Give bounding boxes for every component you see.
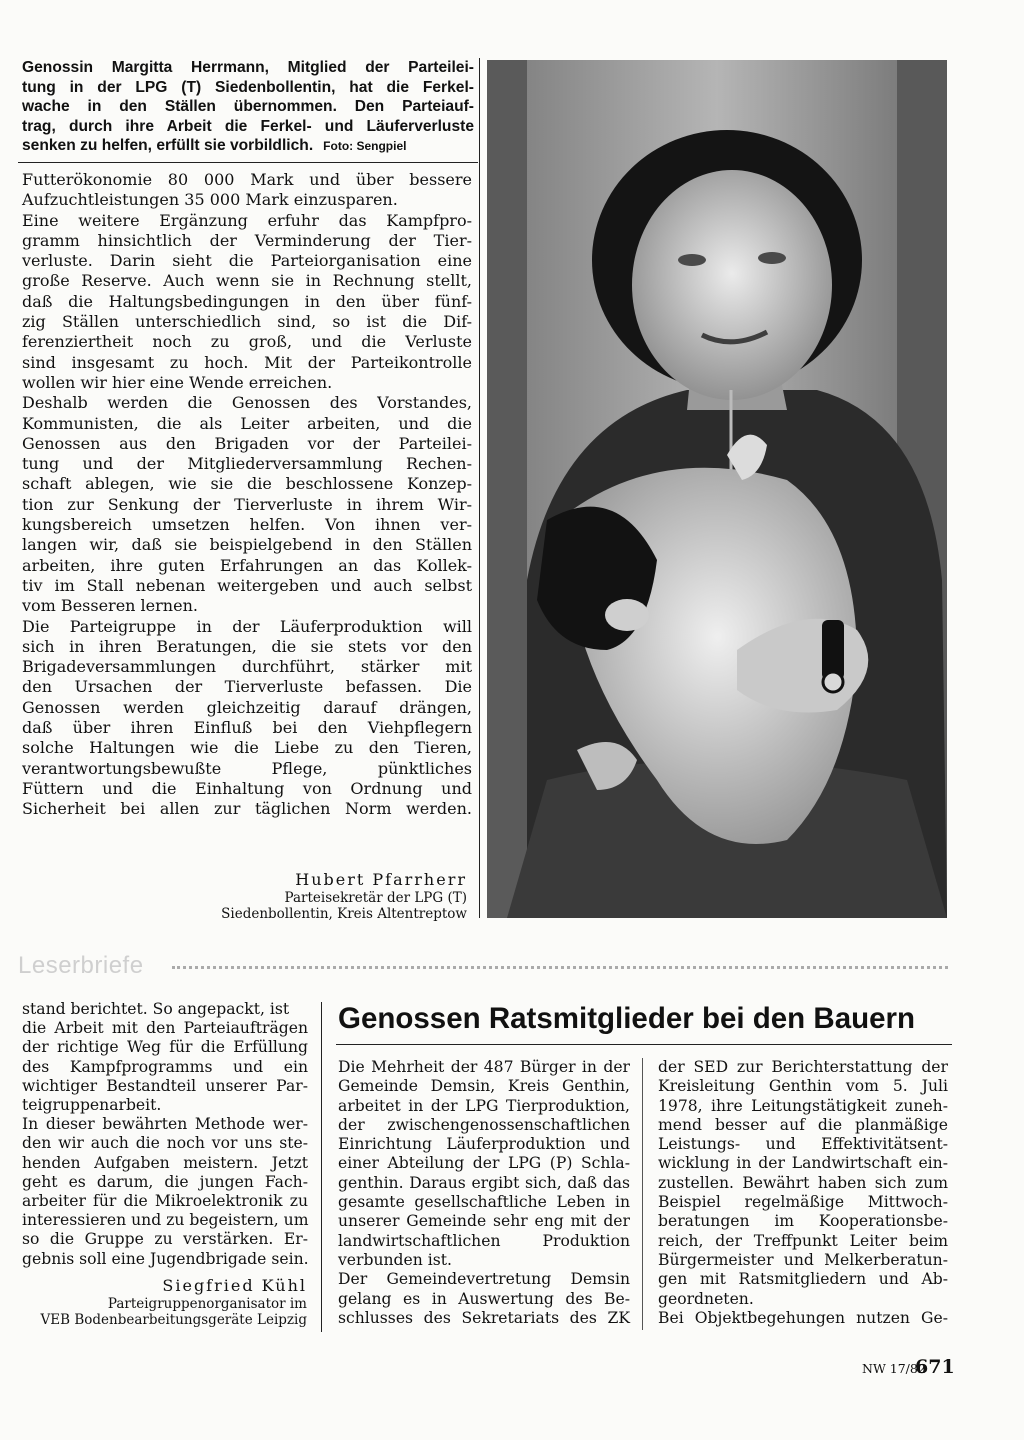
text-line: In dieser bewährten Methode wer- xyxy=(22,1115,308,1134)
photo-caption xyxy=(22,58,474,157)
text-line: Beispiel regelmäßige Mittwoch- xyxy=(658,1193,948,1212)
photo-woman-with-piglet xyxy=(487,60,947,918)
text-line: Deshalb werden die Genossen des Vorstandes, xyxy=(22,393,472,413)
text-line: Bei Objektbegehungen nutzen Ge- xyxy=(658,1308,948,1327)
text-line: wicklung in der Landwirtschaft ein- xyxy=(658,1154,948,1173)
text-line: unserer Gemeinde sehr eng mit der xyxy=(338,1212,630,1231)
letter-left-body xyxy=(22,1000,308,1269)
caption-line: senken zu helfen, erfüllt sie vorbildlich. xyxy=(22,137,314,155)
text-line: daß die Haltungsbedingungen in den über fünf- xyxy=(22,291,472,311)
text-line: Eine weitere Ergänzung erfuhr das Kampfpro- xyxy=(22,210,472,230)
letter-left-signature xyxy=(41,1278,307,1328)
section-title: Leserbriefe xyxy=(18,952,144,979)
text-line: arbeiter für die Mikroelektronik zu xyxy=(22,1192,308,1211)
text-line: wollen wir hier eine Wende erreichen. xyxy=(22,372,333,392)
article-body xyxy=(22,170,472,820)
text-line: verluste. Darin sieht die Parteiorganisation eine xyxy=(22,251,472,271)
author-signature xyxy=(221,872,467,922)
text-line: Aufzuchtleistungen 35 000 Mark einzusparen. xyxy=(22,190,398,210)
column-divider xyxy=(642,1058,643,1330)
text-line: Die Parteigruppe in der Läuferproduktion will xyxy=(22,616,472,636)
text-line: landwirtschaftlichen Produktion xyxy=(338,1231,630,1250)
caption-divider xyxy=(18,162,478,163)
headline-divider xyxy=(336,1044,952,1045)
author-place: VEB Bodenbearbeitungsgeräte Leipzig xyxy=(40,1312,307,1328)
text-line: den Ursachen der Tierverluste befassen. Die xyxy=(22,677,472,697)
photo-credit: Foto: Sengpiel xyxy=(323,139,407,154)
text-line: des Kampfprogramms und ein xyxy=(22,1057,308,1076)
text-line: Gemeinde Demsin, Kreis Genthin, xyxy=(338,1077,630,1096)
issue-number: NW 17/82 xyxy=(862,1361,926,1376)
text-line: genthin. Daraus ergibt sich, daß das xyxy=(338,1173,630,1192)
text-line: schlusses des Sekretariats des ZK xyxy=(338,1308,630,1327)
text-line: ferenziertheit noch zu groß, und die Verluste xyxy=(22,332,472,352)
text-line: tiv im Stall nebenan weitergeben und auch selbst xyxy=(22,575,472,595)
text-line: Futterökonomie 80 000 Mark und über bessere xyxy=(22,170,472,189)
text-line: der zwischengenossenschaftlichen xyxy=(338,1115,630,1134)
text-line: reich, der Treffpunkt Leiter beim xyxy=(658,1231,948,1250)
text-line: verbunden ist. xyxy=(338,1250,452,1269)
author-name: Siegfried Kühl xyxy=(162,1276,307,1295)
text-line: Füttern und die Einhaltung von Ordnung und xyxy=(22,778,472,798)
text-line: den wir auch die noch vor uns ste- xyxy=(22,1134,308,1153)
text-line: geht es darum, die jungen Fach- xyxy=(22,1172,308,1191)
section-dotted-rule xyxy=(172,966,948,969)
text-line: gebnis soll eine Jugendbrigade sein. xyxy=(22,1249,309,1268)
text-line: Genossen werden gleichzeitig darauf drängen, xyxy=(22,697,472,717)
text-line: gramm hinsichtlich der Verminderung der Tier- xyxy=(22,230,472,250)
text-line: so die Gruppe zu verstärken. Er- xyxy=(22,1230,308,1249)
text-line: verantwortungsbewußte Pflege, pünktliches xyxy=(22,758,472,778)
text-line: sich in ihren Beratungen, die sie stets vor den xyxy=(22,636,472,656)
text-line: zig Ställen unterschiedlich sind, so ist die Dif- xyxy=(22,312,472,332)
text-line: große Reserve. Auch wenn sie in Rechnung stellt, xyxy=(22,271,472,291)
text-line: arbeiten, ihre guten Erfahrungen an das Kollek- xyxy=(22,555,472,575)
caption-line-last xyxy=(22,136,474,157)
text-line: vom Besseren lernen. xyxy=(22,596,198,616)
text-line: langen wir, daß sie beispielgebend in den Ställen xyxy=(22,535,472,555)
text-line: teigruppenarbeit. xyxy=(22,1096,162,1115)
letter-headline: Genossen Ratsmitglieder bei den Bauern xyxy=(338,1002,916,1035)
text-line: Kreisleitung Genthin vom 5. Juli xyxy=(658,1077,948,1096)
text-line: Leistungs- und Effektivitätsent- xyxy=(658,1135,948,1154)
text-line: henden Aufgaben meistern. Jetzt xyxy=(22,1153,308,1172)
author-role: Parteisekretär der LPG (T) xyxy=(284,890,467,906)
text-line: stand berichtet. So angepackt, ist xyxy=(22,1000,290,1018)
text-line: wichtiger Bestandteil unserer Par- xyxy=(22,1076,308,1095)
caption-line: Genossin Margitta Herrmann, Mitglied der Parteilei- xyxy=(22,59,474,76)
text-line: daß über ihren Einfluß bei den Viehpflegern xyxy=(22,718,472,738)
caption-line: tung in der LPG (T) Siedenbollentin, hat die Ferkel- xyxy=(22,78,474,96)
text-line: Bürgermeister und Melkerberatun- xyxy=(658,1250,948,1269)
author-name: Hubert Pfarrherr xyxy=(295,870,467,889)
text-line: schaft ablegen, wie sie die beschlossene Konzep- xyxy=(22,474,472,494)
author-role: Parteigruppenorganisator im xyxy=(107,1296,307,1312)
text-line: 1978, ihre Leitungstätigkeit zuneh- xyxy=(658,1096,948,1115)
caption-line: wache in den Ställen übernommen. Den Parteiauf- xyxy=(22,98,474,116)
letter-right-column-2 xyxy=(658,1058,948,1328)
text-line: kungsbereich umsetzen helfen. Von ihnen ver- xyxy=(22,515,472,535)
text-line: einer Abteilung der LPG (P) Schla- xyxy=(338,1154,630,1173)
text-line: Sicherheit bei allen zur täglichen Norm werden. xyxy=(22,799,472,819)
text-line: geordneten. xyxy=(658,1289,754,1308)
text-line: der SED zur Berichterstattung der xyxy=(658,1058,948,1076)
column-divider xyxy=(321,1002,322,1332)
text-line: zustellen. Bewährt haben sich zum xyxy=(658,1173,948,1192)
text-line: Einrichtung Läuferproduktion und xyxy=(338,1135,630,1154)
text-line: Die Mehrheit der 487 Bürger in der xyxy=(338,1058,630,1076)
text-line: Brigadeversammlungen durchführt, stärker mit xyxy=(22,657,472,677)
text-line: gen mit Ratsmitgliedern und Ab- xyxy=(658,1270,948,1289)
photo-image xyxy=(487,60,947,918)
text-line: mend besser auf die planmäßige xyxy=(658,1115,948,1134)
author-place: Siedenbollentin, Kreis Altentreptow xyxy=(221,906,467,922)
text-line: gelang es in Auswertung des Be- xyxy=(338,1289,630,1308)
text-line: die Arbeit mit den Parteiaufträgen xyxy=(22,1019,308,1038)
text-line: tion zur Senkung der Tierverluste in ihrem Wir- xyxy=(22,494,472,514)
text-line: Kommunisten, die als Leiter arbeiten, und die xyxy=(22,413,472,433)
text-line: sind insgesamt zu hoch. Mit der Parteikontrolle xyxy=(22,352,472,372)
column-divider xyxy=(479,58,480,918)
text-line: beratungen im Kooperationsbe- xyxy=(658,1212,948,1231)
text-line: Der Gemeindevertretung Demsin xyxy=(338,1270,630,1289)
text-line: der richtige Weg für die Erfüllung xyxy=(22,1038,308,1057)
page-number: 671 xyxy=(915,1356,955,1378)
text-line: interessieren und zu begeistern, um xyxy=(22,1211,309,1230)
text-line: Genossen aus den Brigaden vor der Parteilei- xyxy=(22,433,472,453)
letter-right-column-1 xyxy=(338,1058,630,1328)
text-line: gesamte gesellschaftliche Leben in xyxy=(338,1193,630,1212)
text-line: tung und der Mitgliederversammlung Rechen- xyxy=(22,454,472,474)
caption-line: trag, durch ihre Arbeit die Ferkel- und Läuferverluste xyxy=(22,117,474,135)
text-line: arbeitet in der LPG Tierproduktion, xyxy=(338,1096,630,1115)
text-line: solche Haltungen wie die Liebe zu den Tieren, xyxy=(22,738,472,758)
